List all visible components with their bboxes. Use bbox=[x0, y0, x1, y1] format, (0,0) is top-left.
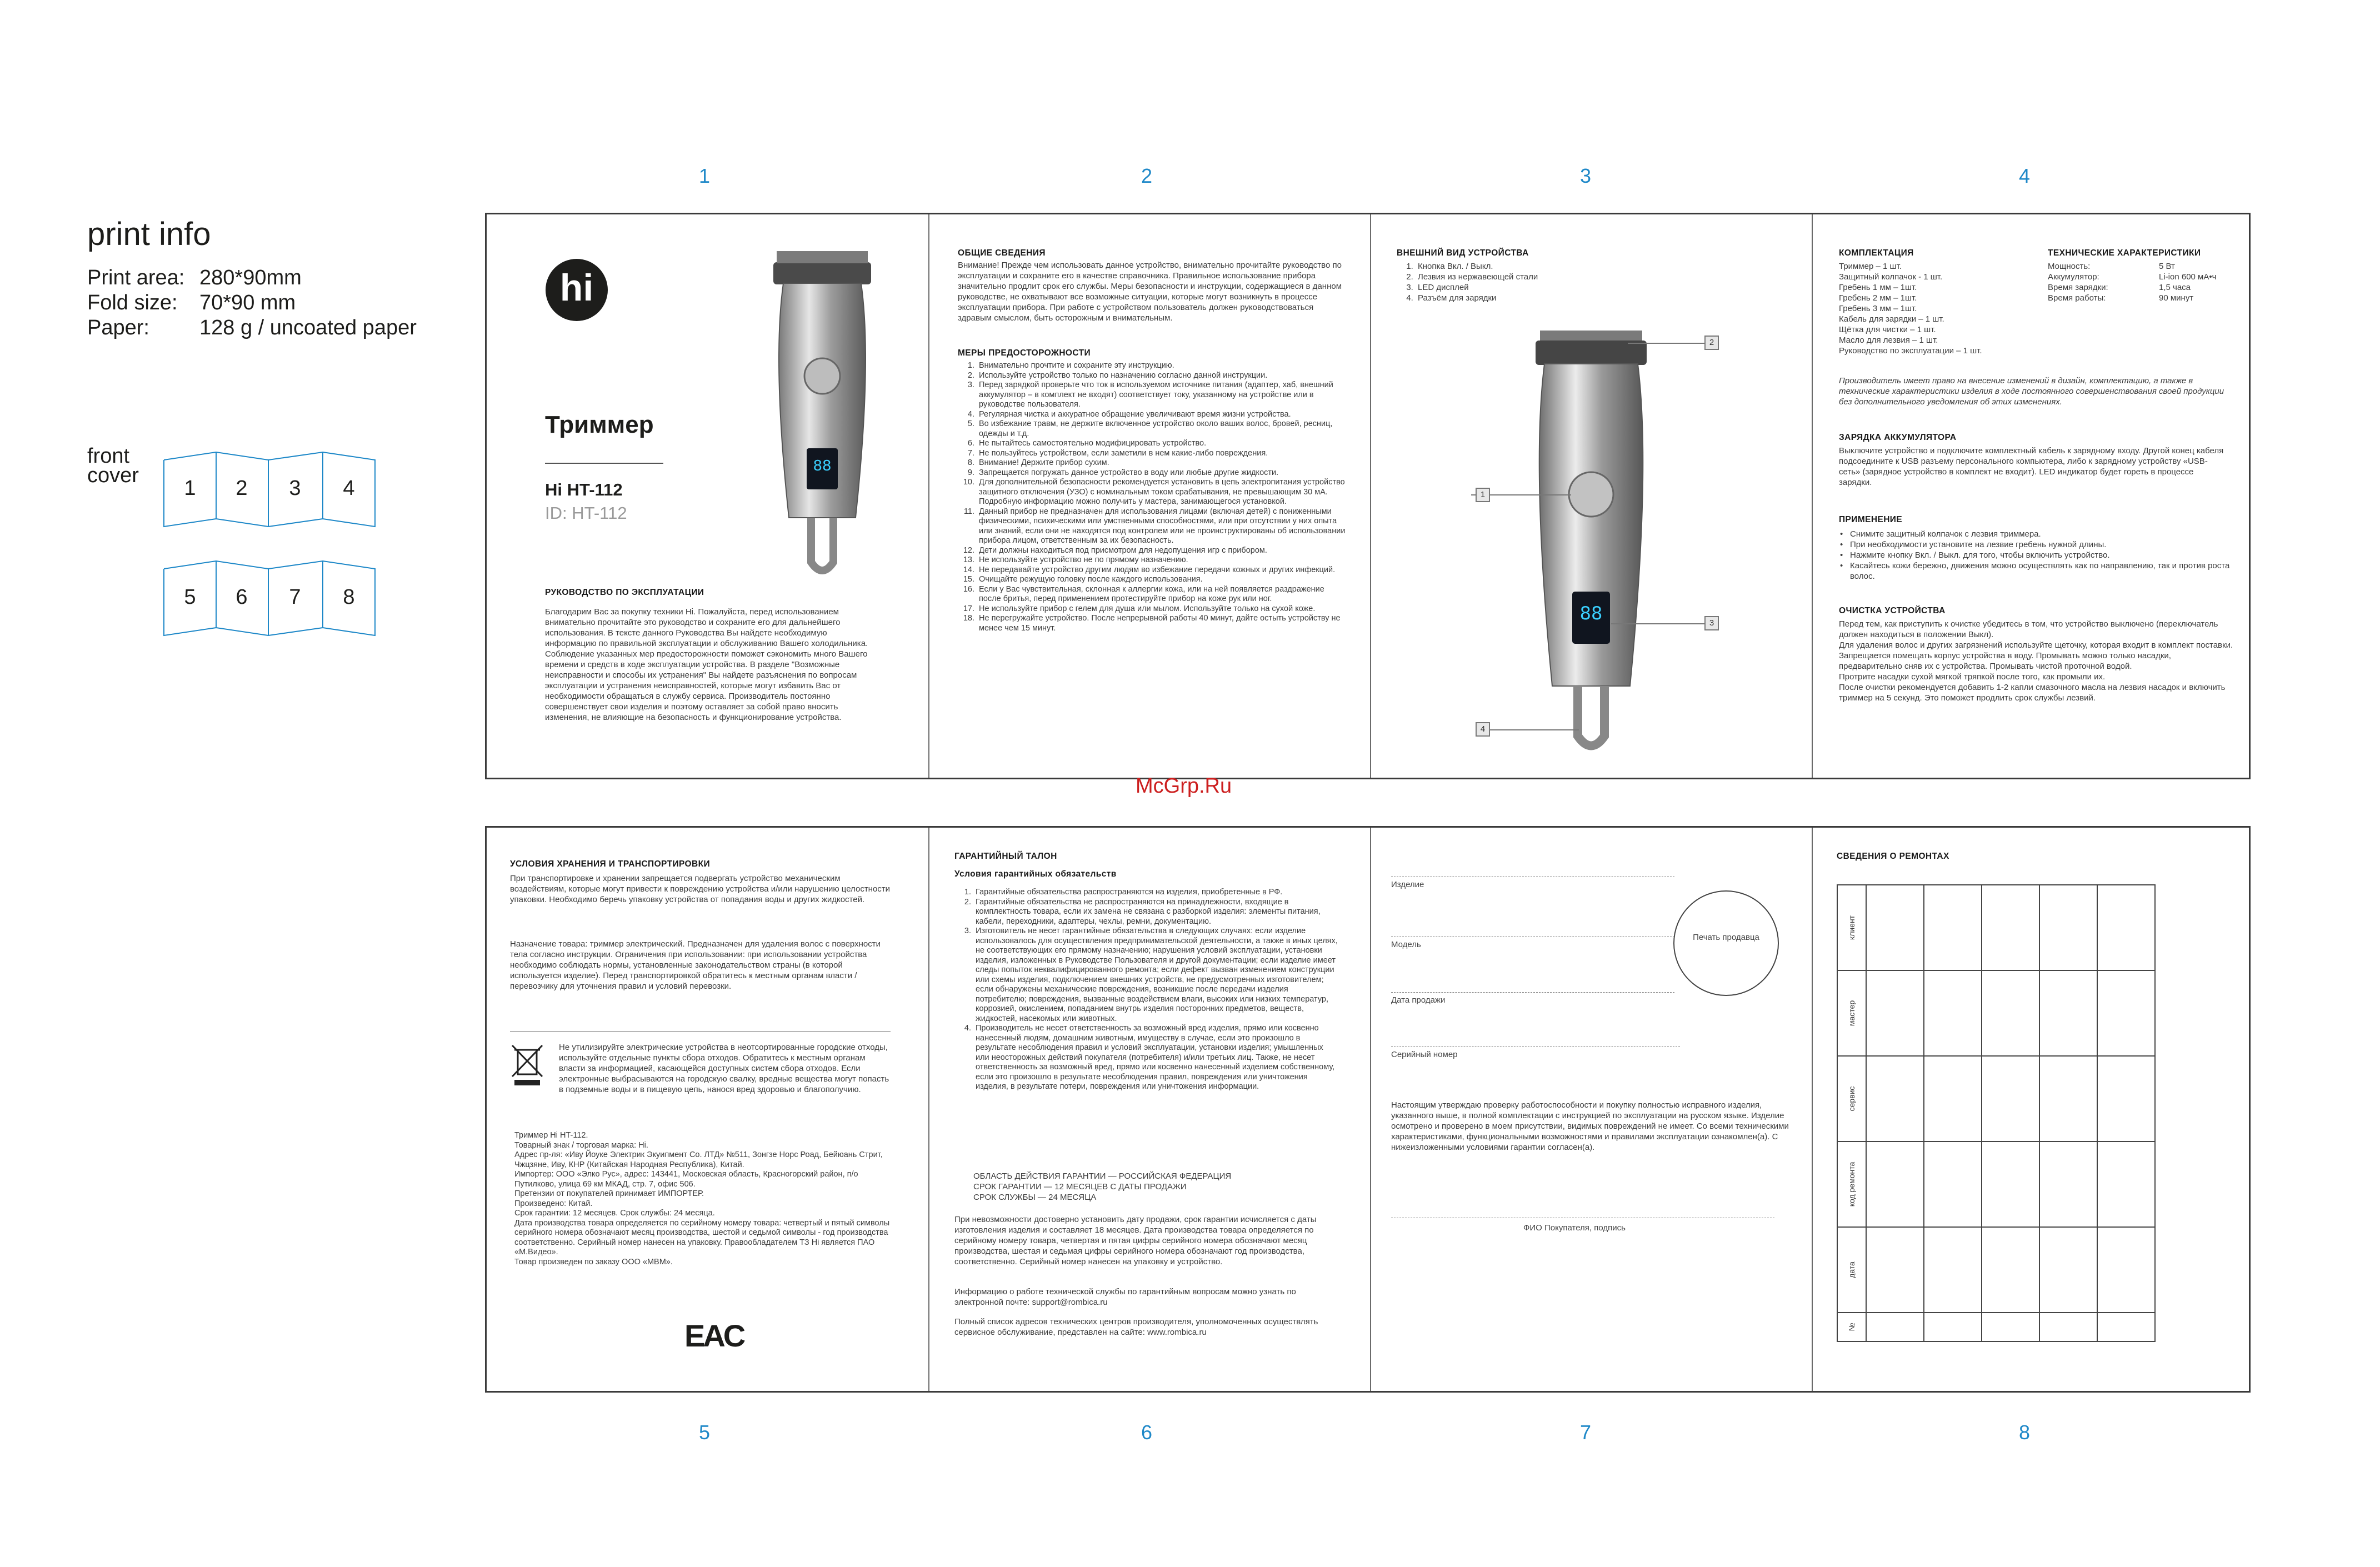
storage-text: При транспортировке и хранении запрещается подвергать устройство механическим воздействиям, которые могут привести к повреждению устройства и/или нарушению целостности упаковки. Необходимо беречь упаковку устройства от попадания воды и других жидкостей. bbox=[510, 874, 891, 904]
table-cell[interactable] bbox=[1924, 1227, 1982, 1313]
fold-line bbox=[1812, 828, 1813, 1391]
recycle-text: Не утилизируйте электрические устройства в неотсортированные городские отходы, используйте отдельные пункты сбора отходов. Обратитесь к местным органам власти за информацией, касающейся доступных систем сбора отходов. Если электронные выбрасываются на городскую свалку, вредные вещества могут попасть в подземные воды и в пищевую цепь, нанося вред здоровью и благополучию. bbox=[559, 1043, 889, 1094]
cover-model: Hi HT-112 bbox=[545, 480, 623, 499]
table-cell[interactable] bbox=[1924, 885, 1982, 970]
support-text: Информацию о работе технической службы по гарантийным вопросам можно узнать по электронной почте: support@rombica.ru bbox=[954, 1287, 1296, 1307]
fold-line bbox=[928, 214, 929, 778]
list-item: 17. Не используйте прибор с гелем для душа или мылом. Используйте только на сухой коже. bbox=[977, 604, 1347, 614]
recycle-bin-icon bbox=[510, 1043, 544, 1088]
table-cell[interactable] bbox=[2039, 1142, 2097, 1227]
production-date-text: При невозможности достоверно установить дату продажи, срок гарантии исчисляется с даты изготовления изделия и составляет 18 месяцев. Дата производства товара определяется по серийному номеру товара, четвертая и пятая цифры серийного номера обозначают месяц производства, шестая и седьмая цифры серийного номера обозначают год производства, соответственно. Серийный номер нанесен на упаковку и устройство. bbox=[954, 1215, 1317, 1266]
table-cell[interactable] bbox=[1866, 1227, 1924, 1313]
row-label: дата bbox=[1837, 1227, 1866, 1313]
list-item: 5. Во избежание травм, не держите включенное устройство около ваших волос, бровей, ресниц, одежды и т.д. bbox=[977, 419, 1347, 439]
product-info: Триммер Hi HT-112. Товарный знак / торговая марка: Hi. Адрес пр-ля: «Иву Йоуке Электрик Экуипмент Со. ЛТД» №511, Зонгзе Норс Роад, Бейюань Стрит, Чжцзяне, Иву, КНР (Китайская Народная Республика), Китай. Импортер: ООО «Элко Рус», адрес: 143441, Московская область, Красногорский район, п/о Путилково, улица 69 км МКАД, стр. 7, офис 506. Претензии от покупателей принимает ИМПОРТЕР. Произведено: Китай. Срок гарантии: 12 месяцев. Срок службы: 24 месяца. Дата производства товара определяется по серийному номеру товара: четвертый и пятый символы серийного номера обозначают месяц производства, шестой и седьмой символы - год производства соответственно. Серийный номер нанесен на упаковку. Правообладателем ТЗ Hi является ПАО «М.Видео». Товар произведен по заказу ООО «МВМ». bbox=[514, 1131, 890, 1266]
field-label-serial: Серийный номер bbox=[1391, 1050, 1458, 1059]
print-spec-list bbox=[87, 266, 417, 341]
hi-logo: hi bbox=[546, 259, 608, 321]
cover-divider bbox=[545, 463, 663, 464]
watermark: McGrp.Ru bbox=[1136, 774, 1232, 798]
list-item: 15. Очищайте режущую головку после каждого использования. bbox=[977, 575, 1347, 585]
list-item: Руководство по эксплуатации – 1 шт. bbox=[1839, 346, 1982, 356]
fold-panel-2: 2 bbox=[236, 477, 248, 500]
fold-size-row: Fold size: 70*90 mm bbox=[87, 291, 296, 314]
manufacturer-note: Производитель имеет право на внесение изменений в дизайн, комплектацию, а также в технические характеристики изделия в ходе постоянного совершенствования своей продукции без дополнительного уведомления об этих изменениях. bbox=[1839, 376, 2224, 407]
list-item: 7. Не пользуйтесь устройством, если заметили в нем какие-либо повреждения. bbox=[977, 449, 1347, 459]
kit-heading: КОМПЛЕКТАЦИЯ bbox=[1839, 248, 1914, 258]
table-cell[interactable] bbox=[1982, 1142, 2039, 1227]
list-item: Триммер – 1 шт. bbox=[1839, 262, 1902, 271]
fold-panel-3: 3 bbox=[289, 477, 301, 500]
list-item: 18. Не перегружайте устройство. После непрерывной работы 40 минут, дайте остыть устройству не менее чем 15 минут. bbox=[977, 614, 1347, 633]
front-cover-label: front cover bbox=[87, 444, 139, 487]
table-cell[interactable] bbox=[1982, 970, 2039, 1056]
general-heading: ОБЩИЕ СВЕДЕНИЯ bbox=[958, 248, 1046, 258]
print-area-row: Print area: 280*90mm bbox=[87, 266, 302, 289]
spec-row: Мощность: 5 Вт bbox=[2048, 262, 2175, 271]
list-item: 4. Разъём для зарядки bbox=[1416, 293, 1674, 303]
fold-panel-8: 8 bbox=[343, 585, 355, 609]
list-item: Гребень 2 мм – 1шт. bbox=[1839, 293, 1917, 303]
trimmer-image-diagram bbox=[1524, 325, 1658, 758]
table-cell[interactable] bbox=[2039, 885, 2097, 970]
fold-line bbox=[1370, 214, 1371, 778]
table-cell[interactable] bbox=[1982, 885, 2039, 970]
list-item: 1. Кнопка Вкл. / Выкл. bbox=[1416, 261, 1674, 272]
list-item: Гребень 3 мм – 1шт. bbox=[1839, 304, 1917, 313]
table-cell[interactable] bbox=[2097, 1313, 2155, 1341]
divider bbox=[510, 1031, 891, 1032]
field-label-sale-date: Дата продажи bbox=[1391, 995, 1446, 1005]
clean-text: Перед тем, как приступить к очистке убедитесь в том, что устройство выключено (переключатель должен находиться в положении Выкл). Для удаления волос и других загрязнений используйте щеточку, которая входит в комплект поставки. Запрещается помещать корпус устройства в воду. Промывать можно только насадки, предварительно сняв их с устройства. Промывать чистой проточной водой. Протрите насадки сухой мягкой тряпкой после того, как промыли их. После очистки рекомендуется добавить 1-2 капли смазочного масла на лезвия насадок и включить триммер на 5 секунд. Это поможет продлить срок службы лезвий. bbox=[1839, 619, 2233, 703]
fold-panel-6: 6 bbox=[236, 585, 248, 609]
page-number-6: 6 bbox=[1141, 1421, 1153, 1444]
table-cell[interactable] bbox=[2039, 1227, 2097, 1313]
fold-panel-5: 5 bbox=[184, 585, 196, 609]
row-label: сервис bbox=[1837, 1056, 1866, 1142]
fold-panel-4: 4 bbox=[343, 477, 355, 500]
list-item: Масло для лезвия – 1 шт. bbox=[1839, 336, 1938, 345]
list-item: • Снимите защитный колпачок с лезвия триммера. bbox=[1839, 529, 2233, 539]
warranty-subheading: Условия гарантийных обязательств bbox=[954, 869, 1117, 879]
table-cell[interactable] bbox=[2097, 1227, 2155, 1313]
page-number-4: 4 bbox=[2018, 164, 2031, 187]
table-cell[interactable] bbox=[2039, 1056, 2097, 1142]
general-text: Внимание! Прежде чем использовать данное устройство, внимательно прочитайте руководство по эксплуатации и сохраните его в качестве справочника. Правильное использование прибора значительно продлит срок его службы. Меры безопасности и инструкции, содержащиеся в данном руководстве, не охватывают все возможные ситуации, которые могут возникнуть в процессе эксплуатации прибора. При работе с устройством пользователь должен руководствоваться здравым смыслом, быть осторожным и внимательным. bbox=[958, 261, 1342, 323]
callout-3: 3 bbox=[1704, 616, 1719, 630]
list-item: 13. Не используйте устройство не по прямому назначению. bbox=[977, 555, 1347, 565]
list-item: Защитный колпачок - 1 шт. bbox=[1839, 272, 1943, 282]
list-item: 8. Внимание! Держите прибор сухим. bbox=[977, 458, 1347, 468]
list-item: Гребень 1 мм – 1шт. bbox=[1839, 283, 1917, 292]
table-cell[interactable] bbox=[2039, 1313, 2097, 1341]
fold-line bbox=[928, 828, 929, 1391]
list-item: 9. Запрещается погружать данное устройство в воду или любые другие жидкости. bbox=[977, 468, 1347, 478]
list-item: 2. Гарантийные обязательства не распространяются на принадлежности, входящие в комплектность товара, если их замена не связана с разборкой изделия: элементы питания, кабели, переходники, адаптеры, чехлы, ремни, документацию. bbox=[973, 898, 1338, 927]
row-label: № bbox=[1837, 1313, 1866, 1341]
spec-row: Время работы: 90 минут bbox=[2048, 293, 2194, 303]
clean-heading: ОЧИСТКА УСТРОЙСТВА bbox=[1839, 606, 1946, 615]
page-number-7: 7 bbox=[1579, 1421, 1592, 1444]
print-info-title: print info bbox=[87, 216, 211, 252]
fold-line bbox=[1370, 828, 1371, 1391]
device-view-heading: ВНЕШНИЙ ВИД УСТРОЙСТВА bbox=[1397, 248, 1529, 258]
table-cell[interactable] bbox=[2097, 1142, 2155, 1227]
table-cell[interactable] bbox=[1866, 885, 1924, 970]
storage-heading: УСЛОВИЯ ХРАНЕНИЯ И ТРАНСПОРТИРОВКИ bbox=[510, 859, 710, 869]
list-item: 12. Дети должны находиться под присмотром для недопущения игр с прибором. bbox=[977, 546, 1347, 556]
list-item: 3. Перед зарядкой проверьте что ток в используемом источнике питания (адаптер, хаб, внешний аккумулятор – в комплект не входят) соответствует току, указанному на устройстве или в руководстве пользователя. bbox=[977, 381, 1347, 410]
warranty-heading: ГАРАНТИЙНЫЙ ТАЛОН bbox=[954, 852, 1057, 861]
cover-title: Триммер bbox=[545, 411, 654, 438]
list-item: Кабель для зарядки – 1 шт. bbox=[1839, 314, 1944, 324]
table-cell[interactable] bbox=[1924, 1313, 1982, 1341]
warranty-region: ОБЛАСТЬ ДЕЙСТВИЯ ГАРАНТИИ — РОССИЙСКАЯ ФЕДЕРАЦИЯ СРОК ГАРАНТИИ — 12 МЕСЯЦЕВ С ДАТЫ ПРОДАЖИ СРОК СЛУЖБЫ — 24 МЕСЯЦА bbox=[973, 1172, 1232, 1202]
field-label-product: Изделие bbox=[1391, 880, 1424, 889]
table-cell[interactable] bbox=[1982, 1313, 2039, 1341]
list-item: 4. Регулярная чистка и аккуратное обращение увеличивают время жизни устройства. bbox=[977, 410, 1347, 420]
field-line bbox=[1391, 992, 1674, 993]
diagram-display-digits: 88 bbox=[1579, 603, 1603, 624]
paper-row: Paper: 128 g / uncoated paper bbox=[87, 316, 417, 339]
field-label-model: Модель bbox=[1391, 940, 1421, 949]
page-number-2: 2 bbox=[1141, 164, 1153, 187]
list-item: 3. Изготовитель не несет гарантийные обязательства в следующих случаях: если изделие использовалось для осуществления предпринимательской деятельности, а также в иных целях, не соответствующих его прямому назначению; нарушения условий эксплуатации, установки изделия, изложенных в Руководстве Пользователя и другой документации; если изделие имеет следы попыток неквалифицированного ремонта; если дефект вызван изменением конструкции или схемы изделия, подключением внешних устройств, не предусмотренных изготовителем; если обнаружены механические повреждения, возникшие после передачи изделия потребителю; повреждения, вызванные воздействием влаги, высоких или низких температур, коррозией, окислением, попаданием внутрь изделия посторонних предметов, веществ, жидкостей, насекомых или животных. bbox=[973, 927, 1338, 1024]
signature-label: ФИО Покупателя, подпись bbox=[1523, 1223, 1626, 1233]
list-item: 1. Гарантийные обязательства распространяются на изделия, приобретенные в РФ. bbox=[973, 888, 1338, 898]
callout-line bbox=[1479, 729, 1579, 730]
charge-heading: ЗАРЯДКА АККУМУЛЯТОРА bbox=[1839, 433, 1957, 442]
cover-id: ID: HT-112 bbox=[545, 503, 627, 523]
table-cell[interactable] bbox=[1866, 1142, 1924, 1227]
table-cell[interactable] bbox=[1866, 970, 1924, 1056]
manual-intro-text: Благодарим Вас за покупку техники Hi. Пожалуйста, перед использованием внимательно прочитайте это руководство и сохраните его для дальнейшего использования. В тексте данного Руководства Вы найдете необходимую информацию по правильной эксплуатации и обслуживанию Вашего холодильника. Соблюдение указанных мер предосторожности поможет сэкономить много Вашего времени и средств в ходе эксплуатации устройства. В разделе "Возможные неисправности и способы их устранения" Вы найдете разъяснения по вопросам эксплуатации и устранения неисправностей, которые могут избавить Вас от необходимости обращаться в службу сервиса. Производитель постоянно совершенствует свои изделия и поэтому оставляет за собой право вносить изменения, не влияющие на безопасность и функционирование устройства. bbox=[545, 607, 868, 722]
table-cell[interactable] bbox=[1982, 1227, 2039, 1313]
seller-stamp-area: Печать продавца bbox=[1673, 890, 1779, 996]
callout-line bbox=[1611, 623, 1704, 624]
safety-heading: МЕРЫ ПРЕДОСТОРОЖНОСТИ bbox=[958, 348, 1091, 358]
list-item: 2. Используйте устройство только по назначению согласно данной инструкции. bbox=[977, 371, 1347, 381]
cover-display-digits: 88 bbox=[813, 458, 832, 474]
table-cell[interactable] bbox=[1866, 1056, 1924, 1142]
table-cell[interactable] bbox=[2097, 970, 2155, 1056]
page-number-3: 3 bbox=[1579, 164, 1592, 187]
spec-table bbox=[2048, 261, 2231, 303]
list-item: 16. Если у Вас чувствительная, склонная к аллергии кожа, или на ней появляется раздражение после бритья, перед применением протестируйте прибор на коже рук или ног. bbox=[977, 585, 1347, 604]
purchase-confirmation-text: Настоящим утверждаю проверку работоспособности и покупку полностью исправного изделия, указанного выше, в полной комплектации с инструкцией по эксплуатации на русском языке. Изделие осмотрено и проверено в моем присутствии, видимых повреждений не имеет. Со всеми техническими характеристиками, функциональными возможностями и правилами эксплуатации ознакомлен(а). С нижеизложенными условиями гарантии согласен(а). bbox=[1391, 1100, 1789, 1152]
charge-text: Выключите устройство и подключите комплектный кабель к зарядному входу. Другой конец кабеля подсоедините к USB разъему персонального компьютера, либо к зарядному устройству «USB-сеть» (зарядное устройство в комплект не входит). LED индикатор будет гореть в процессе зарядки. bbox=[1839, 446, 2224, 487]
table-cell[interactable] bbox=[2039, 970, 2097, 1056]
spec-row: Аккумулятор: Li-ion 600 мА•ч bbox=[2048, 272, 2217, 282]
row-label: код ремонта bbox=[1837, 1142, 1866, 1227]
fold-panel-7: 7 bbox=[289, 585, 301, 609]
list-item: 10. Для дополнительной безопасности рекомендуется установить в цепь электропитания устройство защитного отключения (УЗО) с номинальным током срабатывания, не превышающим 30 мА. Подробную информацию можно получить у мастера, занимающегося установкой. bbox=[977, 478, 1347, 507]
table-cell[interactable] bbox=[1866, 1313, 1924, 1341]
spec-heading: ТЕХНИЧЕСКИЕ ХАРАКТЕРИСТИКИ bbox=[2048, 248, 2201, 258]
page-number-8: 8 bbox=[2018, 1421, 2031, 1444]
purpose-text: Назначение товара: триммер электрический. Предназначен для удаления волос с поверхности тела согласно инструкции. Ограничения при использовании: при использовании устройства необходимо соблюдать нормы, установленные законодательством страны (в которой используется изделие). Перед транспортировкой обратитесь к местным органам власти / перевозчику для уточнения правил и условий перевозки. bbox=[510, 939, 881, 991]
eac-mark: EAC bbox=[684, 1318, 744, 1353]
list-item: 6. Не пытайтесь самостоятельно модифицировать устройство. bbox=[977, 439, 1347, 449]
callout-4: 4 bbox=[1476, 722, 1490, 737]
list-item: • Нажмите кнопку Вкл. / Выкл. для того, чтобы включить устройство. bbox=[1839, 550, 2233, 560]
warranty-terms-list bbox=[954, 888, 1338, 1092]
callout-2: 2 bbox=[1704, 336, 1719, 350]
list-item: 11. Данный прибор не предназначен для использования лицами (включая детей) с пониженными физическими, психическими или умственными способностями, или при отсутствии у них опыта или знаний, если они не находятся под контролем или не проинструктированы об использовании прибора лицом, ответственным за их безопасность. bbox=[977, 507, 1347, 546]
table-cell[interactable] bbox=[1982, 1056, 2039, 1142]
table-cell[interactable] bbox=[1924, 1056, 1982, 1142]
repairs-table bbox=[1837, 884, 2156, 1342]
table-cell[interactable] bbox=[1924, 970, 1982, 1056]
kit-list bbox=[1839, 261, 2039, 356]
safety-list bbox=[958, 361, 1347, 633]
list-item: • При необходимости установите на лезвие гребень нужной длины. bbox=[1839, 539, 2233, 550]
list-item: 14. Не передавайте устройство другим людям во избежание передачи кожных и других инфекций. bbox=[977, 565, 1347, 575]
table-cell[interactable] bbox=[2097, 885, 2155, 970]
fold-diagram-bottom bbox=[163, 557, 376, 640]
trimmer-image-cover bbox=[767, 251, 878, 584]
list-item: 2. Лезвия из нержавеющей стали bbox=[1416, 272, 1674, 282]
spec-row: Время зарядки: 1,5 часа bbox=[2048, 283, 2191, 292]
page-number-1: 1 bbox=[698, 164, 711, 187]
list-item: 4. Производитель не несет ответственность за возможный вред изделия, прямо или косвенно нанесенный людям, домашним животным, имуществу в случае, если это произошло в результате несоблюдения правил и условий эксплуатации, установки изделия; умышленных или неосторожных действий покупателя (потребителя) и/или третьих лиц. Также, не несет ответственность за возможный вред, прямо или косвенно нанесенный изделием собственному, если это произошло в результате несоблюдения правил, повреждения или уничтожения изделия, в результате потери, повреждения или уничтожения информации. bbox=[973, 1024, 1338, 1092]
list-item: • Касайтесь кожи бережно, движения можно осуществлять как по направлению, так и против роста волос. bbox=[1839, 560, 2233, 582]
row-label: мастер bbox=[1837, 970, 1866, 1056]
manual-heading: РУКОВОДСТВО ПО ЭКСПЛУАТАЦИИ bbox=[545, 588, 704, 597]
page-number-5: 5 bbox=[698, 1421, 711, 1444]
device-parts-list bbox=[1397, 261, 1674, 303]
use-list bbox=[1839, 529, 2233, 582]
table-cell[interactable] bbox=[2097, 1056, 2155, 1142]
service-centers-text: Полный список адресов технических центров производителя, уполномоченных осуществлять сервисное обслуживание, представлен на сайте: www.rombica.ru bbox=[954, 1317, 1318, 1337]
callout-line bbox=[1628, 343, 1704, 344]
fold-line bbox=[1812, 214, 1813, 778]
list-item: 1. Внимательно прочтите и сохраните эту инструкцию. bbox=[977, 361, 1347, 371]
use-heading: ПРИМЕНЕНИЕ bbox=[1839, 515, 1903, 524]
fold-panel-1: 1 bbox=[184, 477, 196, 500]
fold-diagram-top bbox=[163, 448, 376, 531]
repairs-heading: СВЕДЕНИЯ О РЕМОНТАХ bbox=[1837, 852, 1949, 861]
list-item: Щётка для чистки – 1 шт. bbox=[1839, 325, 1936, 334]
list-item: 3. LED дисплей bbox=[1416, 282, 1674, 293]
row-label: клиент bbox=[1837, 885, 1866, 970]
callout-1: 1 bbox=[1476, 488, 1490, 502]
table-cell[interactable] bbox=[1924, 1142, 1982, 1227]
